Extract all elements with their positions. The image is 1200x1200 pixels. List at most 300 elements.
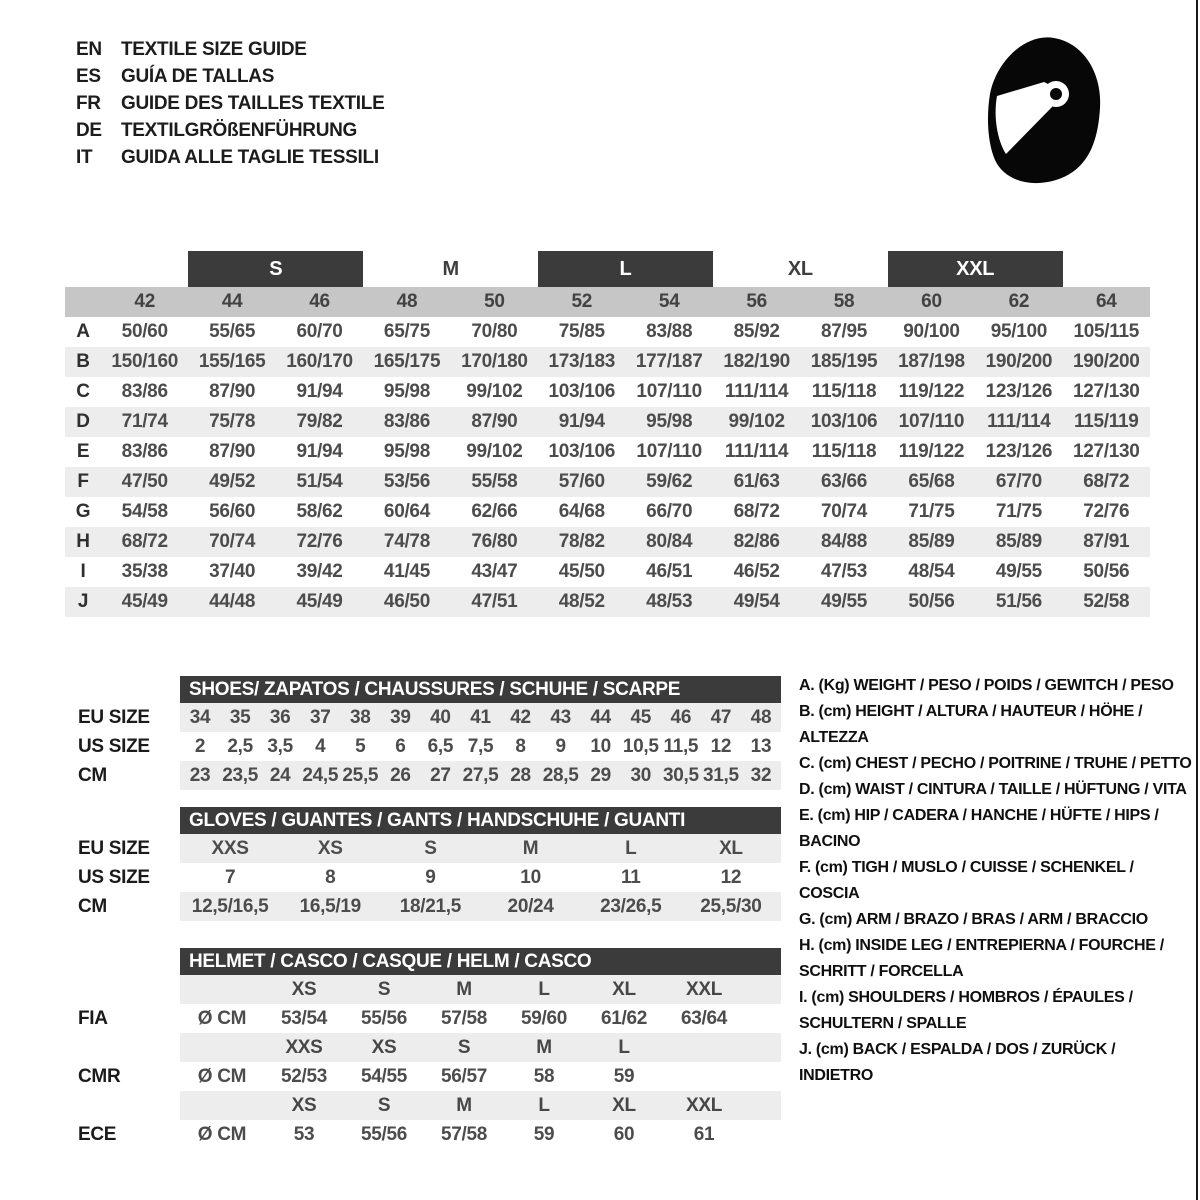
- helmet-standard-sizes-row: [65, 975, 781, 1004]
- measurement-value: 68/72: [1083, 471, 1130, 492]
- measurement-value: 91/94: [296, 381, 343, 402]
- diameter-unit-label: Ø CM: [197, 1007, 247, 1029]
- shoes-row: [65, 732, 781, 761]
- gloves-row: [65, 863, 781, 892]
- helmet-size-label: XL: [612, 1094, 636, 1116]
- shoe-size-value: 27,5: [462, 764, 499, 786]
- measurement-value: 45/49: [296, 591, 343, 612]
- shoe-size-value: 31,5: [703, 764, 739, 786]
- shoe-size-value: 47: [710, 706, 732, 728]
- glove-size-value: L: [625, 837, 637, 859]
- measurement-value: 53/56: [383, 471, 430, 492]
- legend-item: G. (cm) ARM / BRAZO / BRAS / ARM / BRACCIO: [799, 911, 1148, 928]
- gloves-row-label: CM: [78, 895, 107, 917]
- shoe-size-value: 42: [510, 706, 531, 728]
- shoe-size-value: 13: [750, 735, 772, 757]
- glove-size-value: 11: [620, 866, 641, 888]
- band-filler: [744, 1120, 781, 1149]
- measurement-value: 60/70: [296, 321, 343, 342]
- measurement-value: 75/85: [558, 321, 605, 342]
- language-code: DE: [76, 119, 102, 141]
- glove-size-value: XS: [317, 837, 343, 859]
- measurement-value: 70/74: [209, 531, 256, 552]
- measurement-value: 182/190: [723, 351, 790, 372]
- helmet-standard-label: ECE: [78, 1123, 117, 1145]
- helmet-diameter-value: 52/53: [280, 1065, 328, 1087]
- size-number: 64: [1096, 291, 1117, 312]
- measurement-value: 87/90: [209, 381, 256, 402]
- helmet-size-label: S: [377, 1094, 391, 1116]
- helmet-size-label: M: [456, 978, 472, 1000]
- language-code: FR: [76, 92, 101, 114]
- glove-size-value: 10: [520, 866, 541, 888]
- measurement-value: 50/56: [908, 591, 955, 612]
- legend-item: A. (Kg) WEIGHT / PESO / POIDS / GEWITCH / PESO: [799, 677, 1174, 694]
- shoes-rows: [65, 703, 781, 790]
- measurement-letter: A: [76, 321, 90, 342]
- measurement-value: 103/106: [548, 381, 616, 402]
- measurement-value: 165/175: [373, 351, 441, 372]
- glove-size-value: 20/24: [507, 895, 554, 917]
- gloves-row: [65, 834, 781, 863]
- language-code: EN: [76, 38, 102, 60]
- measurement-value: 83/86: [383, 411, 430, 432]
- measurement-value: 90/100: [903, 321, 960, 342]
- measurement-value: 59/62: [646, 471, 693, 492]
- helmet-size-table: [65, 948, 781, 1149]
- measurement-row: [65, 557, 1150, 587]
- measurement-value: 107/110: [898, 411, 965, 432]
- measurement-value: 95/98: [383, 441, 430, 462]
- measurement-value: 150/160: [111, 351, 178, 372]
- measurement-value: 72/76: [296, 531, 343, 552]
- size-number: 54: [658, 291, 680, 312]
- band-filler: [744, 975, 781, 1004]
- legend-item: F. (cm) TIGH / MUSLO / CUISSE / SCHENKEL / COSCIA: [799, 859, 1134, 902]
- glove-size-value: S: [424, 837, 437, 859]
- size-label-xxl: XXL: [888, 251, 1063, 287]
- band-filler: [744, 1004, 781, 1033]
- measurement-value: 170/180: [461, 351, 528, 372]
- measurement-value: 45/50: [558, 561, 605, 582]
- measurement-value: 123/126: [985, 441, 1053, 462]
- measurement-value: 190/200: [1072, 351, 1140, 372]
- shoe-size-value: 23: [189, 764, 211, 786]
- legend-item: I. (cm) SHOULDERS / HOMBROS / ÉPAULES / SCHULTERN / SPALLE: [799, 989, 1133, 1032]
- shoe-size-value: 25,5: [342, 764, 379, 786]
- helmet-size-label: S: [457, 1036, 471, 1058]
- helmet-row-label-empty: [65, 975, 180, 1004]
- gloves-table-title: GLOVES / GUANTES / GANTS / HANDSCHUHE / GUANTI: [180, 807, 781, 834]
- shoes-size-table: [65, 676, 781, 790]
- helmet-size-label: XL: [612, 978, 636, 1000]
- measurement-value: 52/58: [1083, 591, 1130, 612]
- shoe-size-value: 5: [355, 735, 366, 757]
- measurement-value: 82/86: [733, 531, 780, 552]
- shoes-row-values: [180, 732, 781, 761]
- helmet-diameter-value: 53/54: [280, 1007, 328, 1029]
- measurement-value: 84/88: [821, 531, 868, 552]
- measurement-value: 47/53: [821, 561, 868, 582]
- language-code: ES: [76, 65, 101, 87]
- measurement-value: 105/115: [1073, 321, 1140, 342]
- helmet-diameter-value: 54/55: [360, 1065, 408, 1087]
- measurement-value: 48/52: [558, 591, 605, 612]
- gloves-size-table: [65, 807, 781, 921]
- measurement-value: 103/106: [810, 411, 878, 432]
- legend-item: C. (cm) CHEST / PECHO / POITRINE / TRUHE / PETTO: [799, 755, 1192, 772]
- shoe-size-value: 23,5: [222, 764, 258, 786]
- shoe-size-value: 4: [315, 735, 326, 757]
- helmet-rows: [65, 975, 781, 1149]
- measurement-row: [65, 587, 1150, 617]
- measurement-row: [65, 527, 1150, 557]
- measurement-legend: [799, 673, 1192, 1089]
- band-filler: [744, 1033, 781, 1062]
- page-right-border: [1196, 0, 1198, 1200]
- size-labels-row: [65, 251, 1150, 287]
- gloves-rows: [65, 834, 781, 921]
- measurement-value: 56/60: [209, 501, 256, 522]
- measurement-letter: C: [76, 381, 90, 402]
- glove-size-value: M: [522, 837, 539, 859]
- measurement-value: 43/47: [471, 561, 518, 582]
- shoe-size-value: 2: [194, 735, 206, 757]
- measurement-value: 155/165: [198, 351, 266, 372]
- measurement-value: 160/170: [286, 351, 353, 372]
- measurement-value: 190/200: [985, 351, 1053, 372]
- shoe-size-value: 30,5: [662, 764, 699, 786]
- shoe-size-value: 43: [550, 706, 571, 728]
- measurement-value: 66/70: [646, 501, 693, 522]
- measurement-value: 48/54: [908, 561, 955, 582]
- measurement-value: 111/114: [987, 411, 1051, 432]
- glove-size-value: 9: [425, 866, 436, 888]
- racing-helmet-icon: [980, 32, 1108, 194]
- helmet-size-label: S: [377, 978, 391, 1000]
- visor-pivot-center: [1050, 88, 1062, 100]
- language-row: [76, 36, 384, 63]
- helmet-size-label: XS: [291, 1094, 317, 1116]
- shoe-size-value: 24,5: [302, 764, 339, 786]
- helmet-standard-label: FIA: [78, 1007, 108, 1029]
- measurement-value: 115/118: [811, 381, 877, 402]
- measurement-value: 46/52: [733, 561, 780, 582]
- helmet-diameter-value: 59: [613, 1065, 635, 1087]
- measurement-value: 71/74: [121, 411, 168, 432]
- helmet-table-title: HELMET / CASCO / CASQUE / HELM / CASCO: [180, 948, 781, 975]
- helmet-standard-sizes: [180, 1033, 744, 1062]
- measurement-value: 70/80: [471, 321, 518, 342]
- measurement-value: 55/65: [209, 321, 256, 342]
- measurement-value: 119/122: [898, 381, 965, 402]
- measurement-row: [65, 347, 1150, 377]
- shoe-size-value: 35: [229, 706, 251, 728]
- shoe-size-value: 10,5: [622, 735, 659, 757]
- guide-title: GUIDA ALLE TAGLIE TESSILI: [121, 146, 379, 168]
- shoes-row: [65, 761, 781, 790]
- measurement-value: 85/92: [733, 321, 780, 342]
- gloves-row-values: [180, 892, 781, 921]
- measurement-value: 91/94: [296, 441, 343, 462]
- shoe-size-value: 40: [430, 706, 451, 728]
- shoe-size-value: 9: [555, 735, 566, 757]
- shoe-size-value: 6,5: [427, 735, 454, 757]
- helmet-standard-sizes: [180, 1091, 744, 1120]
- measurement-value: 55/58: [471, 471, 518, 492]
- measurement-value: 47/50: [121, 471, 168, 492]
- helmet-size-label: M: [456, 1094, 472, 1116]
- language-row: [76, 117, 384, 144]
- measurement-value: 50/60: [121, 321, 168, 342]
- guide-title: TEXTILGRÖßENFÜHRUNG: [121, 119, 358, 141]
- helmet-size-label: XXL: [685, 978, 723, 1000]
- shoe-size-value: 28,5: [542, 764, 579, 786]
- measurement-value: 50/56: [1083, 561, 1130, 582]
- measurement-value: 78/82: [558, 531, 605, 552]
- guide-title: TEXTILE SIZE GUIDE: [121, 38, 307, 60]
- shoe-size-value: 10: [590, 735, 611, 757]
- measurement-value: 65/75: [383, 321, 430, 342]
- measurement-value: 80/84: [646, 531, 693, 552]
- measurement-value: 64/68: [558, 501, 605, 522]
- gloves-row: [65, 892, 781, 921]
- measurement-value: 127/130: [1072, 381, 1140, 402]
- measurement-row: [65, 467, 1150, 497]
- size-label-l: L: [538, 251, 713, 287]
- shoe-size-value: 46: [670, 706, 692, 728]
- measurement-value: 177/187: [635, 351, 703, 372]
- guide-title: GUÍA DE TALLAS: [121, 65, 275, 87]
- shoes-row-label: CM: [78, 764, 107, 786]
- shoe-size-value: 39: [390, 706, 411, 728]
- size-label-m: M: [442, 257, 459, 280]
- helmet-standard-values: [180, 1062, 744, 1091]
- measurement-value: 187/198: [898, 351, 965, 372]
- helmet-size-label: XXS: [285, 1036, 323, 1058]
- measurement-value: 83/86: [121, 441, 168, 462]
- helmet-row-label-empty: [65, 1033, 180, 1062]
- shoes-row-values: [180, 703, 781, 732]
- measurement-row: [65, 437, 1150, 467]
- measurement-value: 44/48: [209, 591, 256, 612]
- shoe-size-value: 36: [269, 706, 291, 728]
- legend-item: J. (cm) BACK / ESPALDA / DOS / ZURÜCK / INDIETRO: [799, 1041, 1116, 1084]
- measurement-value: 47/51: [471, 591, 518, 612]
- helmet-diameter-value: 59: [533, 1123, 555, 1145]
- legend-item: E. (cm) HIP / CADERA / HANCHE / HÜFTE / HIPS / BACINO: [799, 807, 1159, 850]
- measurement-value: 115/118: [811, 441, 877, 462]
- shoe-size-value: 6: [395, 735, 406, 757]
- shoes-row-values: [180, 761, 781, 790]
- shoe-size-value: 41: [470, 706, 491, 728]
- measurement-value: 123/126: [985, 381, 1053, 402]
- helmet-size-label: L: [618, 1036, 630, 1058]
- measurement-value: 79/82: [296, 411, 343, 432]
- shoe-size-value: 45: [630, 706, 652, 728]
- gloves-row-values: [180, 863, 781, 892]
- helmet-standard-values: [180, 1004, 744, 1033]
- glove-size-value: 23/26,5: [600, 895, 662, 917]
- shoe-size-value: 38: [350, 706, 371, 728]
- measurement-value: 83/86: [121, 381, 168, 402]
- shoe-size-value: 37: [309, 706, 331, 728]
- measurement-value: 54/58: [121, 501, 168, 522]
- language-row: [76, 90, 384, 117]
- shoe-size-value: 8: [515, 735, 526, 757]
- shoe-size-value: 27: [430, 764, 451, 786]
- measurement-value: 127/130: [1072, 441, 1140, 462]
- size-number: 46: [309, 291, 330, 312]
- helmet-row-label-empty: [65, 1091, 180, 1120]
- measurement-value: 49/54: [733, 591, 780, 612]
- shoe-size-value: 44: [590, 706, 611, 728]
- measurement-value: 63/66: [821, 471, 868, 492]
- measurement-value: 85/89: [908, 531, 955, 552]
- measurement-row: [65, 497, 1150, 527]
- size-numbers-row: [65, 287, 1150, 317]
- size-number: 58: [833, 291, 855, 312]
- measurement-value: 87/90: [209, 441, 256, 462]
- measurement-value: 51/54: [296, 471, 343, 492]
- shoe-size-value: 26: [390, 764, 411, 786]
- shoe-size-value: 30: [630, 764, 652, 786]
- measurement-value: 46/50: [383, 591, 430, 612]
- helmet-diameter-value: 59/60: [520, 1007, 568, 1029]
- measurement-value: 65/68: [908, 471, 955, 492]
- shoes-row: [65, 703, 781, 732]
- measurement-value: 119/122: [898, 441, 965, 462]
- helmet-size-label: XS: [371, 1036, 397, 1058]
- measurement-value: 49/52: [209, 471, 256, 492]
- measurement-letter: G: [75, 501, 91, 522]
- shoe-size-value: 32: [750, 764, 772, 786]
- measurement-value: 49/55: [995, 561, 1042, 582]
- shoe-size-value: 29: [590, 764, 611, 786]
- shoe-size-value: 24: [269, 764, 291, 786]
- measurement-value: 107/110: [636, 381, 702, 402]
- legend-item: D. (cm) WAIST / CINTURA / TAILLE / HÜFTUNG / VITA: [799, 781, 1187, 798]
- helmet-diameter-value: 57/58: [440, 1123, 488, 1145]
- helmet-standard-values: [180, 1120, 744, 1149]
- measurement-value: 91/94: [558, 411, 605, 432]
- helmet-standard-sizes-row: [65, 1091, 781, 1120]
- helmet-size-label: XXL: [685, 1094, 723, 1116]
- helmet-standard-values-row: [65, 1120, 781, 1149]
- measurement-row: [65, 317, 1150, 347]
- measurement-letter: H: [76, 531, 90, 552]
- helmet-standard-values-row: [65, 1004, 781, 1033]
- measurement-value: 49/55: [821, 591, 868, 612]
- measurement-value: 85/89: [995, 531, 1042, 552]
- size-number: 48: [396, 291, 418, 312]
- shoe-size-value: 28: [510, 764, 531, 786]
- size-number: 56: [746, 291, 767, 312]
- language-row: [76, 144, 384, 171]
- measurement-value: 62/66: [471, 501, 518, 522]
- helmet-diameter-value: 61: [693, 1123, 715, 1145]
- measurement-value: 115/119: [1074, 411, 1139, 432]
- measurement-value: 45/49: [121, 591, 168, 612]
- measurement-value: 111/114: [724, 381, 789, 402]
- measurement-letter: B: [76, 351, 90, 372]
- measurement-value: 71/75: [908, 501, 955, 522]
- measurement-value: 74/78: [383, 531, 430, 552]
- diameter-unit-label: Ø CM: [197, 1123, 247, 1145]
- measurement-value: 76/80: [471, 531, 518, 552]
- glove-size-value: 12: [720, 866, 742, 888]
- helmet-size-label: XS: [291, 978, 317, 1000]
- shoe-size-value: 11,5: [663, 735, 699, 757]
- band-filler: [744, 1062, 781, 1091]
- measurement-value: 95/98: [646, 411, 693, 432]
- glove-size-value: XL: [719, 837, 743, 859]
- glove-size-value: 7: [224, 866, 236, 888]
- helmet-diameter-value: 55/56: [360, 1123, 408, 1145]
- glove-size-value: 8: [325, 866, 336, 888]
- band-filler: [744, 1091, 781, 1120]
- measurement-value: 103/106: [548, 441, 616, 462]
- measurement-value: 58/62: [296, 501, 343, 522]
- legend-item: H. (cm) INSIDE LEG / ENTREPIERNA / FOURCHE / SCHRITT / FORCELLA: [799, 937, 1164, 980]
- shoes-row-label: US SIZE: [78, 735, 150, 757]
- helmet-standard-sizes: [180, 975, 744, 1004]
- measurement-value: 41/45: [383, 561, 430, 582]
- measurement-value: 87/90: [471, 411, 518, 432]
- size-number: 60: [921, 291, 942, 312]
- size-label-s: S: [188, 251, 363, 287]
- size-number: 44: [221, 291, 243, 312]
- gloves-row-label: US SIZE: [78, 866, 150, 888]
- helmet-diameter-value: 53: [293, 1123, 315, 1145]
- measurement-value: 87/91: [1083, 531, 1130, 552]
- apparel-size-table: [65, 251, 1150, 617]
- size-number: 42: [134, 291, 155, 312]
- measurement-value: 61/63: [733, 471, 780, 492]
- glove-size-value: 16,5/19: [299, 895, 361, 917]
- measurement-value: 57/60: [558, 471, 605, 492]
- helmet-diameter-value: 56/57: [440, 1065, 488, 1087]
- measurement-letter: E: [76, 441, 90, 462]
- shoe-size-value: 2,5: [227, 735, 253, 757]
- helmet-size-label: L: [538, 978, 550, 1000]
- language-title-list: [76, 36, 384, 171]
- measurement-row: [65, 407, 1150, 437]
- helmet-diameter-value: 57/58: [440, 1007, 488, 1029]
- size-number: 62: [1008, 291, 1030, 312]
- helmet-standard-sizes-row: [65, 1033, 781, 1062]
- measurement-letter: D: [76, 411, 90, 432]
- measurement-value: 68/72: [121, 531, 168, 552]
- shoes-row-label: EU SIZE: [78, 706, 150, 728]
- measurement-value: 95/98: [383, 381, 430, 402]
- measurement-value: 37/40: [209, 561, 256, 582]
- measurement-value: 39/42: [296, 561, 343, 582]
- shoes-table-title: SHOES/ ZAPATOS / CHAUSSURES / SCHUHE / SCARPE: [180, 676, 781, 703]
- shoe-size-value: 7,5: [467, 735, 494, 757]
- helmet-standard-label: CMR: [78, 1065, 121, 1087]
- measurement-value: 95/100: [990, 321, 1048, 342]
- size-number: 52: [571, 291, 593, 312]
- measurement-value: 67/70: [995, 471, 1042, 492]
- glove-size-value: 25,5/30: [700, 895, 762, 917]
- shoe-size-value: 48: [750, 706, 772, 728]
- measurement-value: 185/195: [810, 351, 878, 372]
- measurement-value: 75/78: [209, 411, 256, 432]
- helmet-diameter-value: 63/64: [680, 1007, 728, 1029]
- size-label-xl: XL: [787, 257, 813, 280]
- measurement-value: 99/102: [466, 441, 523, 462]
